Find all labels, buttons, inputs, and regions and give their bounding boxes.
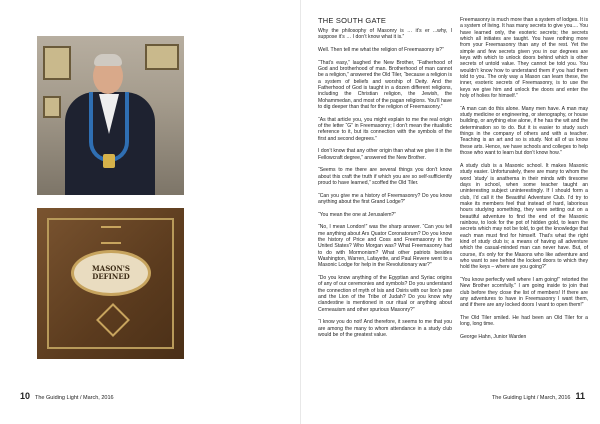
paragraph: Freemasonry is much more than a system of lodges. It is a system of living. It has many secrets to give you.... You have learned only, the esoteric secrets; the secrets which all initiates are taught. You have nothing more from your Freemasonry than any of the rest. Yet the simple and few secrets given you in our degrees are keys with which to unlock doors behind which is other secrets of untold value. They cannot be told you. You wouldn’t know how to understand them if you had them told to you. The only way a Mason can learn these, the inner, esoteric secrets of Freemasonry, is to use the keys we give him and unlock the doors and enter the holy of holies for himself.” <box>460 17 588 100</box>
section-title: THE SOUTH GATE <box>318 16 387 25</box>
paragraph: “As that article you, you might explain to me the real origin of the letter “G” in Freemasonry; I don’t mean the ritualistic reference to it, but its connection with the symbols of the first and second degrees.” <box>318 116 452 142</box>
paragraph: “A man can do this alone. Many men have. A man may study medicine or engineering, or stenography, or house building, or anything else alone, if he has the wit and the determination so to do. But it is easier to study such things in the company of others and with a teacher. Teaching is an art and so is study. Not all of us know these arts. Hence, we have schools and colleges to help those who want to learn but don’t know how.” <box>460 105 588 157</box>
paragraph: The Old Tiler smiled. He had been an Old Tiler for a long, long time. <box>460 314 588 328</box>
paragraph: “That’s easy,” laughed the New Brother, “Fatherhood of God and brotherhood of man. Brotherhood of man cannot be a religion,” answered the Old Tiler, “because a religion is a system of beliefs and worship of Deity. And the Fatherhood of God is taught in a dozen different religions, including the Christian religion, the Jewish, the Mohammedan, and most of the pagan religions. You’ll have to dig deeper than that for the religion of Freemasonry.” <box>318 59 452 111</box>
publication-info-right: The Guiding Light / March, 2016 <box>491 395 571 401</box>
photo-mason-portrait <box>37 36 184 195</box>
author-signature: George Hahn, Junior Warden <box>460 333 527 340</box>
paragraph: Why the philosophy of Masonry is … it’s er ...why, I suppose it’s … I don’t know what it is.” <box>318 28 452 41</box>
paragraph: “No, I mean London!” was the sharp answer. “Can you tell me anything about Ars Quator Coronatorum? Do you know the history of Price and Coss and Freemasonry in the United States? Who Morgan was? What Freemasonry had to do with Mormonism? What other patriots besides Washington, Warren, Lafayette, and Paul Revere went to a Masonic Lodge for help in the Revolutionary war?” <box>318 224 452 269</box>
paragraph: “You mean the one at Jerusalem?” <box>318 211 396 218</box>
paragraph: “Seems to me there are several things you don’t know about this craft the truth if which you are so self-sufficiently proud to have learned,” scoffed the Old Tiler. <box>318 167 452 187</box>
footer-right <box>492 391 585 401</box>
article-column-right <box>460 17 588 347</box>
paragraph: Well. Then tell me what the religion of Freemasonry is?” <box>318 46 444 53</box>
paragraph: “Can you give me a history of Freemasonry? Do you know anything about the first Grand Lodge?” <box>318 192 452 205</box>
footer-left <box>20 391 114 401</box>
book-cover-label <box>71 250 151 296</box>
photo-book-cover <box>37 208 184 359</box>
paragraph: A study club is a Masonic school. It makes Masonic study easier. Unfortunately, there are many to whom the word ‘study’ is anathema in their minds with tiresome days in school, when some teacher taught an uninteresting subject uninterestingly. If I should form a club, I’d call it the Beautiful Adventure Club. I’d try to make its members feel that instead of hard, laborious hours studying something, they were setting out on a beautiful adventure to find the end of the Masonic rainbow, to look for the pot of hidden gold, to learn the secrets which may not be told, to get the knowledge that each man must find for himself. That’s what the right kind of study club is; a means of having all adventure which the casual-minded man can never have. But, of course, it’s only for the Masons who like adventure and who want to see behind the locked doors to which they hold the keys – where are you going?” <box>460 162 588 271</box>
book-cover-title: MASON'S DEFINED <box>92 264 130 281</box>
publication-info-left: The Guiding Light / March, 2016 <box>35 395 114 401</box>
paragraph: I don’t know that any other origin than what we give it in the Fellowcraft degree,” answered the New Brother. <box>318 148 452 161</box>
page-number-right: 11 <box>575 391 585 401</box>
page-number-left: 10 <box>20 391 31 401</box>
page-gutter <box>300 0 301 424</box>
paragraph: “Do you know anything of the Egyptian and Syriac origins of any of our ceremonies and symbols? Do you understand the connection of myth of Isis and Osiris with our lion’s paw and the Lion of the Tribe of Judah? Do you know why clandestine is mentioned in our ritual or anything about Cerneauism and other spurious Masonry?” <box>318 274 452 313</box>
paragraph: “I know you do not! And therefore, it seems to me that you are among the many to whom attendance in a study club would be of the greatest value. <box>318 319 452 339</box>
article-column-left <box>318 28 452 345</box>
paragraph: “You know perfectly well where I am going!” retorted the New Brother scornfully.” I am going inside to join that club before they close the list of members! If there are any adventures to have in Freemasonry I want them, and if there are any locked doors I want to open them!” <box>460 276 588 309</box>
